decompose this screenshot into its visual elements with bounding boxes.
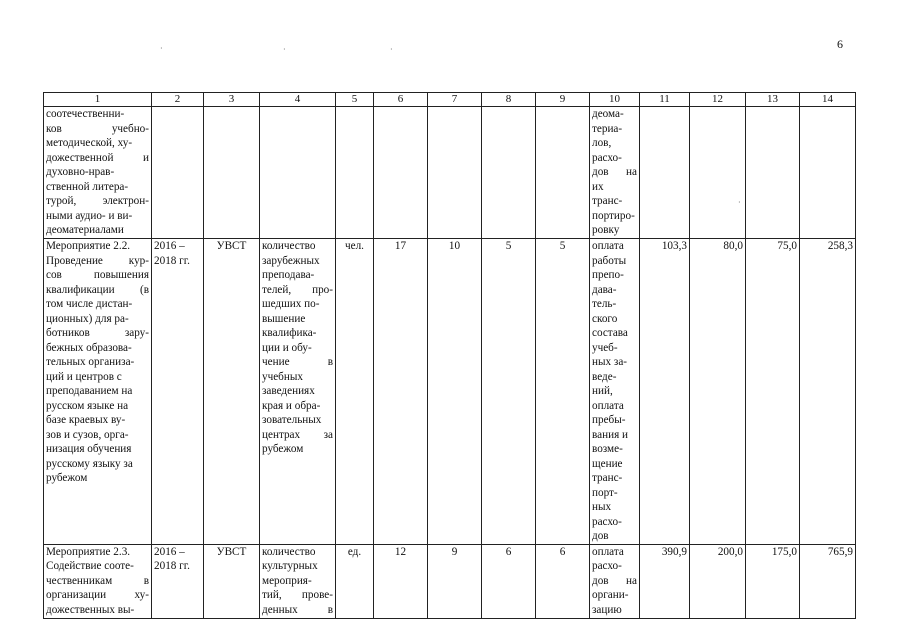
cell-word: организации [46,589,107,601]
amount-cell [640,107,690,239]
cell-line: препо- [592,269,624,281]
cell-word: ков [46,122,62,135]
cell-line [46,574,149,589]
scan-speck: · [390,45,393,54]
cell-line [592,165,637,180]
cell-word: электрон- [102,195,149,207]
column-header: 11 [640,93,690,107]
cell-line: портиро- [592,209,635,222]
amount-cell: 390,9 [640,544,690,618]
cell-line: Содействие сооте- [46,560,134,572]
value-cell [428,107,482,239]
cell-line: рубежом [46,472,88,484]
cell-line: териа- [592,122,623,135]
cell-word: тий, [262,589,282,601]
cell-line: русскому языку за [46,457,133,470]
cell-line: зов и сузов, орга- [46,428,129,441]
cell-line: деоматериалами [46,224,124,236]
cell-line: зовательных [262,414,322,426]
cell-line: преподава- [262,269,315,281]
cell-line: пребы- [592,414,626,426]
table-row [44,107,856,239]
cell-word: в [143,574,149,587]
cell-line: дов [592,530,609,542]
indicator-cell [260,239,336,545]
scan-speck: · [283,45,286,54]
cell-line: деома- [592,108,624,120]
cell-line [46,122,149,137]
cell-line: органи- [592,589,629,601]
value-cell: 6 [536,544,590,618]
activity-cell [44,107,152,239]
cell-line [262,428,333,443]
cell-word: в [327,603,333,616]
scan-speck: · [738,198,741,207]
unit-cell: чел. [336,239,374,545]
cell-line [262,283,333,298]
amount-cell [746,107,800,239]
cell-line: культурных [262,560,318,572]
cell-line [46,326,149,341]
value-cell: 5 [536,239,590,545]
column-header: 3 [204,93,260,107]
cell-line: ции и обу- [262,341,312,354]
cell-word: кур- [128,254,149,267]
cell-line: оплата [592,399,624,412]
value-cell [482,107,536,239]
column-header: 12 [690,93,746,107]
period-cell [152,107,204,239]
cell-line: заведениях [262,385,315,397]
cell-line: 2016 – [154,545,185,558]
cell-line: методической, ху- [46,137,133,149]
cell-line [46,283,149,298]
cell-line: возме- [592,443,623,455]
value-cell [374,107,428,239]
column-header: 7 [428,93,482,107]
program-table [43,92,856,619]
column-header: 9 [536,93,590,107]
cell-word: квалификации [46,283,115,296]
activity-cell [44,544,152,618]
indicator-cell [260,107,336,239]
value-cell: 5 [482,239,536,545]
cell-line [262,603,333,618]
cell-word: чественникам [46,574,113,587]
scan-speck: · [160,44,163,53]
cell-line: духовно-нрав- [46,166,115,178]
cell-word: на [626,166,637,178]
unit-cell: ед. [336,544,374,618]
cell-word: центрах [262,428,301,441]
cell-line: транс- [592,472,623,484]
cell-line: базе краевых ву- [46,414,126,426]
cell-line: лов, [592,137,612,149]
amount-cell: 175,0 [746,544,800,618]
cell-line: количество [262,240,316,252]
cell-line: рубежом [262,443,304,455]
cell-line: состава [592,327,628,339]
cell-line [46,194,149,209]
column-header: 2 [152,93,204,107]
cell-line: вания и [592,428,629,441]
executor-cell: УВСТ [204,239,260,545]
period-cell [152,239,204,545]
table-row [44,544,856,618]
cell-line: дава- [592,283,617,296]
cell-line: ных [592,501,612,513]
cell-word: дов [592,166,609,178]
amount-cell [800,107,856,239]
cell-line: расхо- [592,151,622,164]
value-cell: 6 [482,544,536,618]
cell-word: ху- [134,589,149,601]
cell-line: транс- [592,195,623,207]
indicator-cell [260,544,336,618]
cell-line: зацию [592,603,622,616]
cell-line: количество [262,545,316,558]
cell-line [592,574,637,589]
cell-line [262,588,333,603]
cell-line: квалифика- [262,327,317,339]
value-cell: 10 [428,239,482,545]
column-header: 5 [336,93,374,107]
cell-line: ственной литера- [46,180,129,193]
expense-cell [590,239,640,545]
cell-line: ровку [592,224,620,236]
column-header: 10 [590,93,640,107]
cell-line: ными аудио- и ви- [46,209,133,222]
amount-cell: 103,3 [640,239,690,545]
cell-word: за [323,428,333,441]
cell-line: щение [592,457,623,470]
cell-line [262,355,333,370]
cell-word: ботников [46,327,90,339]
cell-line: русском языке на [46,399,129,412]
cell-line: низация обучения [46,443,132,455]
cell-line: зарубежных [262,254,320,267]
amount-cell: 80,0 [690,239,746,545]
cell-line: их [592,180,604,193]
column-header: 8 [482,93,536,107]
cell-line: мероприя- [262,574,312,587]
cell-word: на [626,574,637,587]
column-header: 4 [260,93,336,107]
cell-line: дожественных вы- [46,603,135,616]
cell-line [46,151,149,166]
cell-word: дожественной [46,151,114,164]
cell-line: Мероприятие 2.2. [46,240,131,252]
cell-word: учебно- [111,122,149,135]
cell-line: бежных образова- [46,341,132,354]
cell-line: ных за- [592,356,628,368]
cell-line: том числе дистан- [46,298,133,310]
cell-line: преподаванием на [46,385,133,397]
expense-cell [590,107,640,239]
cell-word: (в [139,283,149,296]
cell-line: 2018 гг. [154,254,190,267]
cell-line: тель- [592,298,617,310]
period-cell [152,544,204,618]
cell-line: расхо- [592,560,622,572]
cell-line: оплата [592,240,624,252]
cell-word: чение [262,356,290,368]
amount-cell: 75,0 [746,239,800,545]
amount-cell [690,107,746,239]
cell-line: ций и центров с [46,370,122,383]
column-header: 6 [374,93,428,107]
cell-word: денных [262,603,298,616]
cell-word: прове- [301,589,333,601]
cell-word: Проведение [46,254,103,267]
cell-word: повышения [93,269,149,281]
column-header: 1 [44,93,152,107]
cell-word: сов [46,269,62,281]
cell-line: края и обра- [262,399,321,412]
cell-line: учеб- [592,341,618,354]
cell-line: Мероприятие 2.3. [46,545,131,558]
cell-line [46,254,149,269]
column-header: 14 [800,93,856,107]
cell-line [46,588,149,603]
column-number-row [44,93,856,107]
cell-word: дов [592,574,609,587]
table-row [44,239,856,545]
cell-word: зару- [124,327,149,339]
cell-word: телей, [262,283,292,296]
cell-line: ционных) для ра- [46,312,129,325]
amount-cell: 200,0 [690,544,746,618]
cell-line: вышение [262,312,306,325]
value-cell: 17 [374,239,428,545]
column-header: 13 [746,93,800,107]
cell-line: ний, [592,385,613,397]
cell-line: соотечественни- [46,108,125,120]
cell-line: веде- [592,370,617,383]
value-cell: 9 [428,544,482,618]
cell-line: ского [592,312,618,325]
cell-line: 2016 – [154,240,185,252]
amount-cell: 258,3 [800,239,856,545]
cell-line: шедших по- [262,298,320,310]
value-cell: 12 [374,544,428,618]
executor-cell [204,107,260,239]
cell-word: в [327,356,333,368]
activity-cell [44,239,152,545]
cell-word: про- [312,283,333,296]
cell-line: порт- [592,486,618,499]
cell-line: расхо- [592,515,622,528]
expense-cell [590,544,640,618]
page-number: 6 [837,37,843,51]
cell-word: и [143,151,149,164]
cell-line [46,268,149,283]
executor-cell: УВСТ [204,544,260,618]
cell-line: учебных [262,370,303,383]
cell-line: работы [592,254,627,267]
value-cell [536,107,590,239]
unit-cell [336,107,374,239]
cell-word: турой, [46,195,77,207]
cell-line: тельных организа- [46,356,135,368]
amount-cell: 765,9 [800,544,856,618]
cell-line: оплата [592,545,624,558]
cell-line: 2018 гг. [154,560,190,572]
